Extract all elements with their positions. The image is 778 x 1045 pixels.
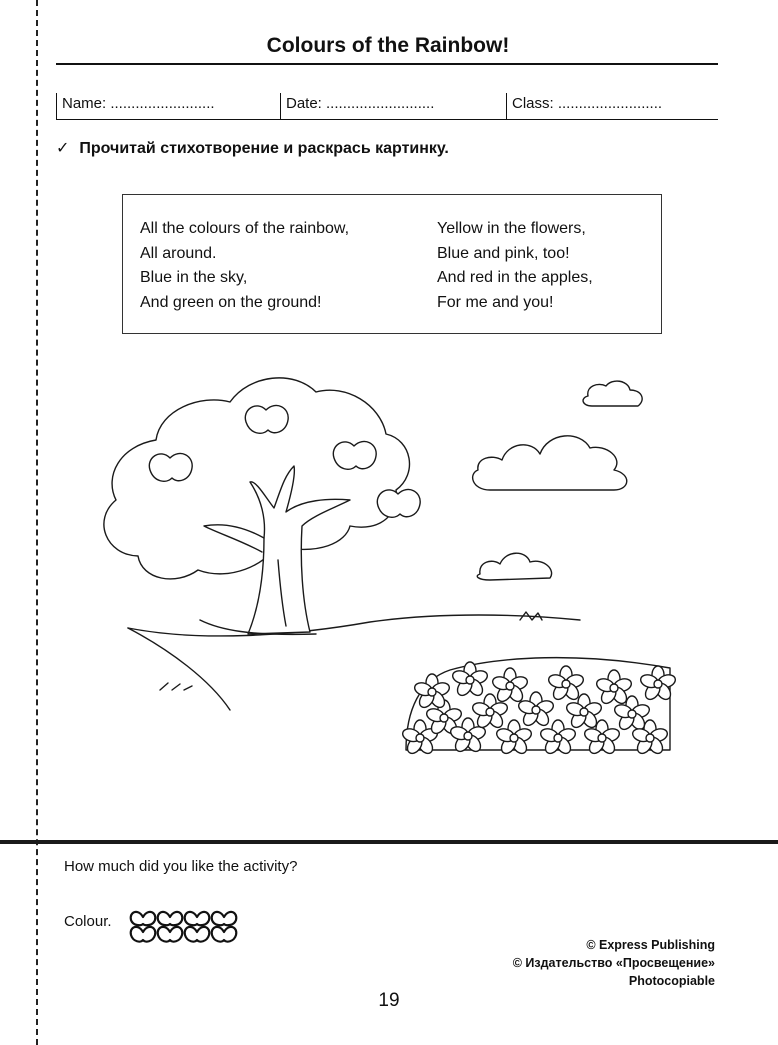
rating-hearts xyxy=(128,905,240,947)
poem-line: All the colours of the rainbow, xyxy=(140,220,350,237)
heart-icon[interactable] xyxy=(185,912,210,942)
fields-divider xyxy=(56,119,718,120)
cut-line xyxy=(36,0,38,1045)
credits xyxy=(513,936,715,990)
poem-line: All around. xyxy=(140,244,217,262)
class-field[interactable]: Class: ......................... xyxy=(506,93,722,119)
colouring-illustration xyxy=(80,350,700,760)
credit-line: © Express Publishing xyxy=(586,938,715,952)
date-field[interactable]: Date: .......................... xyxy=(280,93,498,119)
colour-label: Colour. xyxy=(64,913,112,930)
credit-line: © Издательство «Просвещение» xyxy=(512,956,715,970)
poem-line: Blue and pink, too! xyxy=(437,244,570,262)
page-number: 19 xyxy=(378,990,400,1011)
poem-line: And green on the ground! xyxy=(140,293,322,311)
heart-icon[interactable] xyxy=(212,912,237,942)
flower-icon xyxy=(401,658,677,756)
feedback-question: How much did you like the activity? xyxy=(64,858,298,875)
heart-icon[interactable] xyxy=(158,912,183,942)
name-field[interactable]: Name: ......................... xyxy=(56,93,272,119)
poem-line: And red in the apples, xyxy=(437,269,593,286)
poem-left-column xyxy=(140,217,349,315)
title-divider xyxy=(56,63,718,65)
poem-line: Blue in the sky, xyxy=(140,269,248,286)
section-divider xyxy=(0,840,778,844)
poem-box xyxy=(122,194,662,334)
page-title: Colours of the Rainbow! xyxy=(266,34,510,57)
check-icon: ✓ xyxy=(56,140,70,157)
instruction xyxy=(56,138,449,158)
instruction-text: Прочитай стихотворение и раскрась картинку. xyxy=(79,140,449,157)
credit-line: Photocopiable xyxy=(628,974,715,988)
poem-right-column xyxy=(437,217,593,315)
poem-line: For me and you! xyxy=(437,293,554,311)
poem-line: Yellow in the flowers, xyxy=(437,220,586,237)
cloud-icon xyxy=(473,381,643,580)
heart-icon[interactable] xyxy=(131,912,156,942)
